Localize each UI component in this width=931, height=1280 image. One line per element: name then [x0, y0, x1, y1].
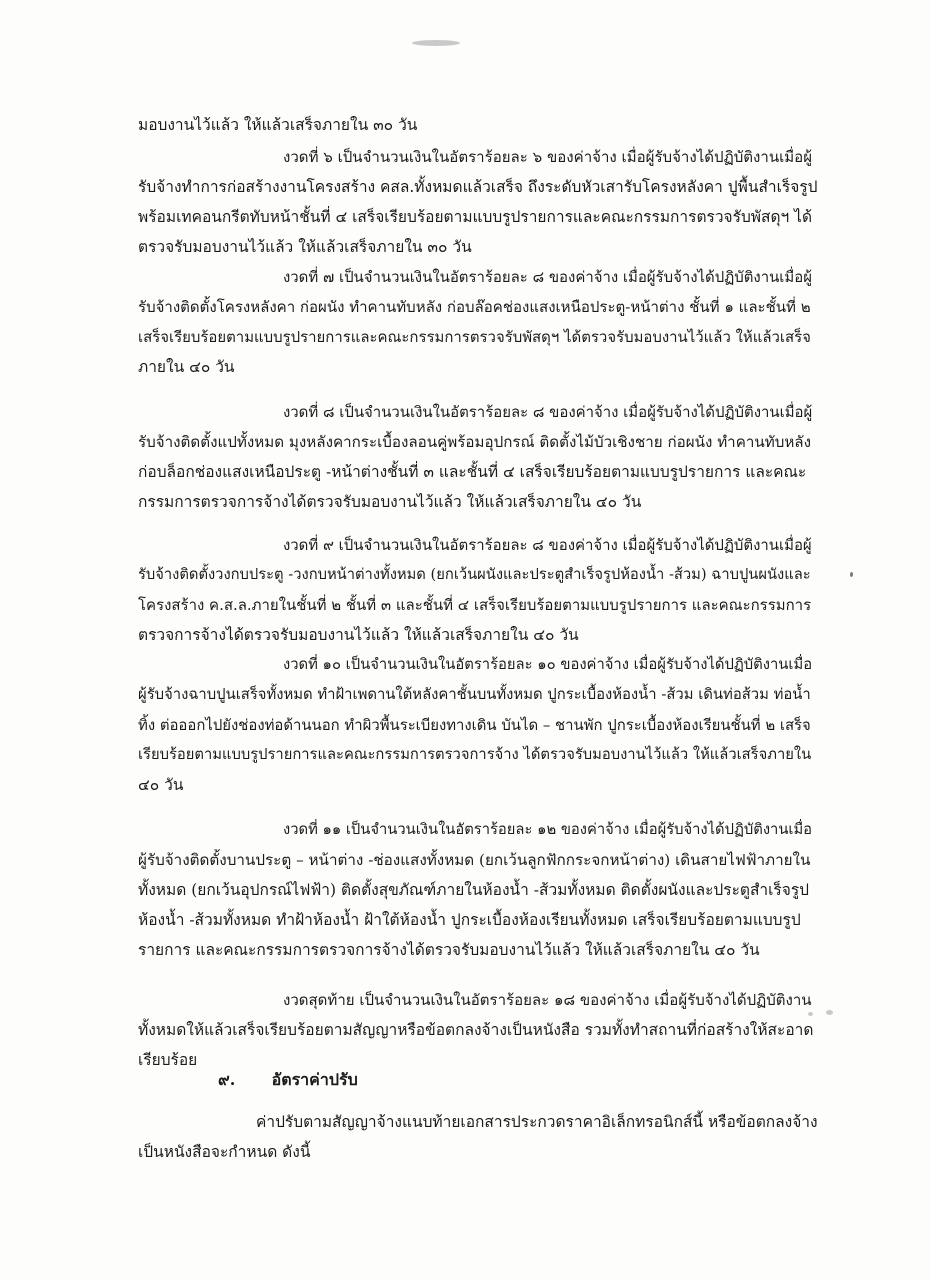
paragraph-installment-10 [138, 650, 818, 800]
text-line: เรียบร้อยตามแบบรูปรายการและคณะกรรมการตรวจการจ้าง ได้ตรวจรับมอบงานไว้แล้ว ให้แล้วเสร็จภายใน [138, 746, 812, 763]
text-line: รายการ และคณะกรรมการตรวจการจ้างได้ตรวจรับมอบงานไว้แล้ว ให้แล้วเสร็จภายใน ๔๐ วัน [138, 941, 760, 959]
text-line: รับจ้างทำการก่อสร้างงานโครงสร้าง คสล.ทั้งหมดแล้วเสร็จ ถึงระดับหัวเสารับโครงหลังคา ปูพื้นสำเร็จรูป [138, 178, 818, 196]
text-line: รับจ้างติดตั้งแปทั้งหมด มุงหลังคากระเบื้องลอนคู่พร้อมอุปกรณ์ ติดตั้งไม้บัวเชิงชาย ก่อผนัง ทำคานทับหลัง [138, 433, 811, 451]
paragraph-installment-7 [138, 262, 818, 382]
text-line: ผู้รับจ้างฉาบปูนเสร็จทั้งหมด ทำฝ้าเพดานใต้หลังคาชั้นบนทั้งหมด ปูกระเบื้องห้องน้ำ -ส้วม เดินท่อส้วม ท่อน้ำ [138, 686, 811, 703]
text-line: โครงสร้าง ค.ส.ล.ภายในชั้นที่ ๒ ชั้นที่ ๓ และชั้นที่ ๔ เสร็จเรียบร้อยตามแบบรูปรายการ และคณะกรรมการ [138, 596, 812, 614]
text-line: ทั้งหมดให้แล้วเสร็จเรียบร้อยตามสัญญาหรือข้อตกลงจ้างเป็นหนังสือ รวมทั้งทำสถานที่ก่อสร้างให้สะอาด [138, 1021, 814, 1039]
text-line: รับจ้างติดตั้งโครงหลังคา ก่อผนัง ทำคานทับหลัง ก่อบล๊อคช่องแสงเหนือประตู-หน้าต่าง ชั้นที่ ๑ และชั้นที่ ๒ [138, 298, 811, 316]
text-line: ทั้งหมด (ยกเว้นอุปกรณ์ไฟฟ้า) ติดตั้งสุขภัณฑ์ภายในห้องน้ำ -ส้วมทั้งหมด ติดตั้งผนังและประตูสำเร็จรูป [138, 881, 810, 899]
text-line: ตรวจการจ้างได้ตรวจรับมอบงานไว้แล้ว ให้แล้วเสร็จภายใน ๔๐ วัน [138, 626, 579, 644]
text-line: ห้องน้ำ -ส้วมทั้งหมด ทำฝ้าห้องน้ำ ฝ้าใต้ห้องน้ำ ปูกระเบื้องห้องเรียนทั้งหมด เสร็จเรียบร้อยตามแบบรูป [138, 911, 801, 929]
text-line: พร้อมเทคอนกรีตทับหน้าชั้นที่ ๔ เสร็จเรียบร้อยตามแบบรูปรายการและคณะกรรมการตรวจรับพัสดุฯ ได้ [138, 208, 813, 226]
text-line: งวดสุดท้าย เป็นจำนวนเงินในอัตราร้อยละ ๑๘ ของค่าจ้าง เมื่อผู้รับจ้างได้ปฏิบัติงาน [283, 991, 812, 1009]
paragraph-installment-6 [138, 142, 818, 262]
text-line: รับจ้างติดตั้งวงกบประตู -วงกบหน้าต่างทั้งหมด (ยกเว้นผนังและประตูสำเร็จรูปห้องน้ำ -ส้วม) ฉาบปูนผนังและ [138, 566, 811, 583]
text-line: งวดที่ ๙ เป็นจำนวนเงินในอัตราร้อยละ ๘ ของค่าจ้าง เมื่อผู้รับจ้างได้ปฏิบัติงานเมื่อผู้ [283, 536, 812, 554]
text-line: กรรมการตรวจการจ้างได้ตรวจรับมอบงานไว้แล้ว ให้แล้วเสร็จภายใน ๔๐ วัน [138, 493, 642, 511]
text-line: ค่าปรับตามสัญญาจ้างแนบท้ายเอกสารประกวดราคาอิเล็กทรอนิกส์นี้ หรือข้อตกลงจ้าง [256, 1113, 818, 1131]
text-line: งวดที่ ๑๐ เป็นจำนวนเงินในอัตราร้อยละ ๑๐ ของค่าจ้าง เมื่อผู้รับจ้างได้ปฏิบัติงานเมื่อ [283, 656, 813, 673]
text-line: งวดที่ ๖ เป็นจำนวนเงินในอัตราร้อยละ ๖ ของค่าจ้าง เมื่อผู้รับจ้างได้ปฏิบัติงานเมื่อผู้ [283, 148, 813, 166]
text-line: เสร็จเรียบร้อยตามแบบรูปรายการและคณะกรรมการตรวจรับพัสดุฯ ได้ตรวจรับมอบงานไว้แล้ว ให้แล้วเสร็จ [138, 328, 811, 346]
text-line: ผู้รับจ้างติดตั้งบานประตู – หน้าต่าง -ช่องแสงทั้งหมด (ยกเว้นลูกฟักกระจกหน้าต่าง) เดินสายไฟฟ้าภายใน [138, 851, 811, 869]
text-line: มอบงานไว้แล้ว ให้แล้วเสร็จภายใน ๓๐ วัน [138, 116, 418, 134]
section-title: อัตราค่าปรับ [271, 1070, 358, 1089]
section-heading [218, 1068, 358, 1093]
text-line: ทิ้ง ต่อออกไปยังช่องท่อด้านนอก ทำผิวพื้นระเบียงทางเดิน บันได – ชานพัก ปูกระเบื้องห้องเรียนชั้นที่ ๒ เสร็จ [138, 716, 811, 734]
scan-smudge [826, 1010, 833, 1015]
paragraph-continuation [138, 110, 818, 140]
paragraph-installment-9 [138, 530, 818, 650]
section-number: ๙. [218, 1070, 236, 1089]
text-line: เป็นหนังสือจะกำหนด ดังนี้ [138, 1143, 311, 1161]
text-line: งวดที่ ๑๑ เป็นจำนวนเงินในอัตราร้อยละ ๑๒ ของค่าจ้าง เมื่อผู้รับจ้างได้ปฏิบัติงานเมื่อ [283, 821, 813, 838]
text-line: ตรวจรับมอบงานไว้แล้ว ให้แล้วเสร็จภายใน ๓๐ วัน [138, 238, 472, 256]
paragraph-installment-11 [138, 815, 818, 965]
text-line: ๔๐ วัน [138, 776, 184, 794]
text-line: เรียบร้อย [138, 1051, 198, 1069]
scan-smudge [850, 572, 853, 577]
text-line: ภายใน ๔๐ วัน [138, 358, 235, 376]
paragraph-installment-8 [138, 397, 818, 517]
text-line: งวดที่ ๗ เป็นจำนวนเงินในอัตราร้อยละ ๘ ของค่าจ้าง เมื่อผู้รับจ้างได้ปฏิบัติงานเมื่อผู้ [283, 268, 812, 286]
text-line: งวดที่ ๘ เป็นจำนวนเงินในอัตราร้อยละ ๘ ของค่าจ้าง เมื่อผู้รับจ้างได้ปฏิบัติงานเมื่อผู้ [283, 403, 813, 421]
paragraph-penalty-intro [138, 1107, 818, 1167]
scan-smudge [412, 40, 460, 46]
text-line: ก่อบล็อกช่องแสงเหนือประตู -หน้าต่างชั้นที่ ๓ และชั้นที่ ๔ เสร็จเรียบร้อยตามแบบรูปรายการ และคณะ [138, 463, 807, 481]
paragraph-final-installment [138, 985, 818, 1075]
